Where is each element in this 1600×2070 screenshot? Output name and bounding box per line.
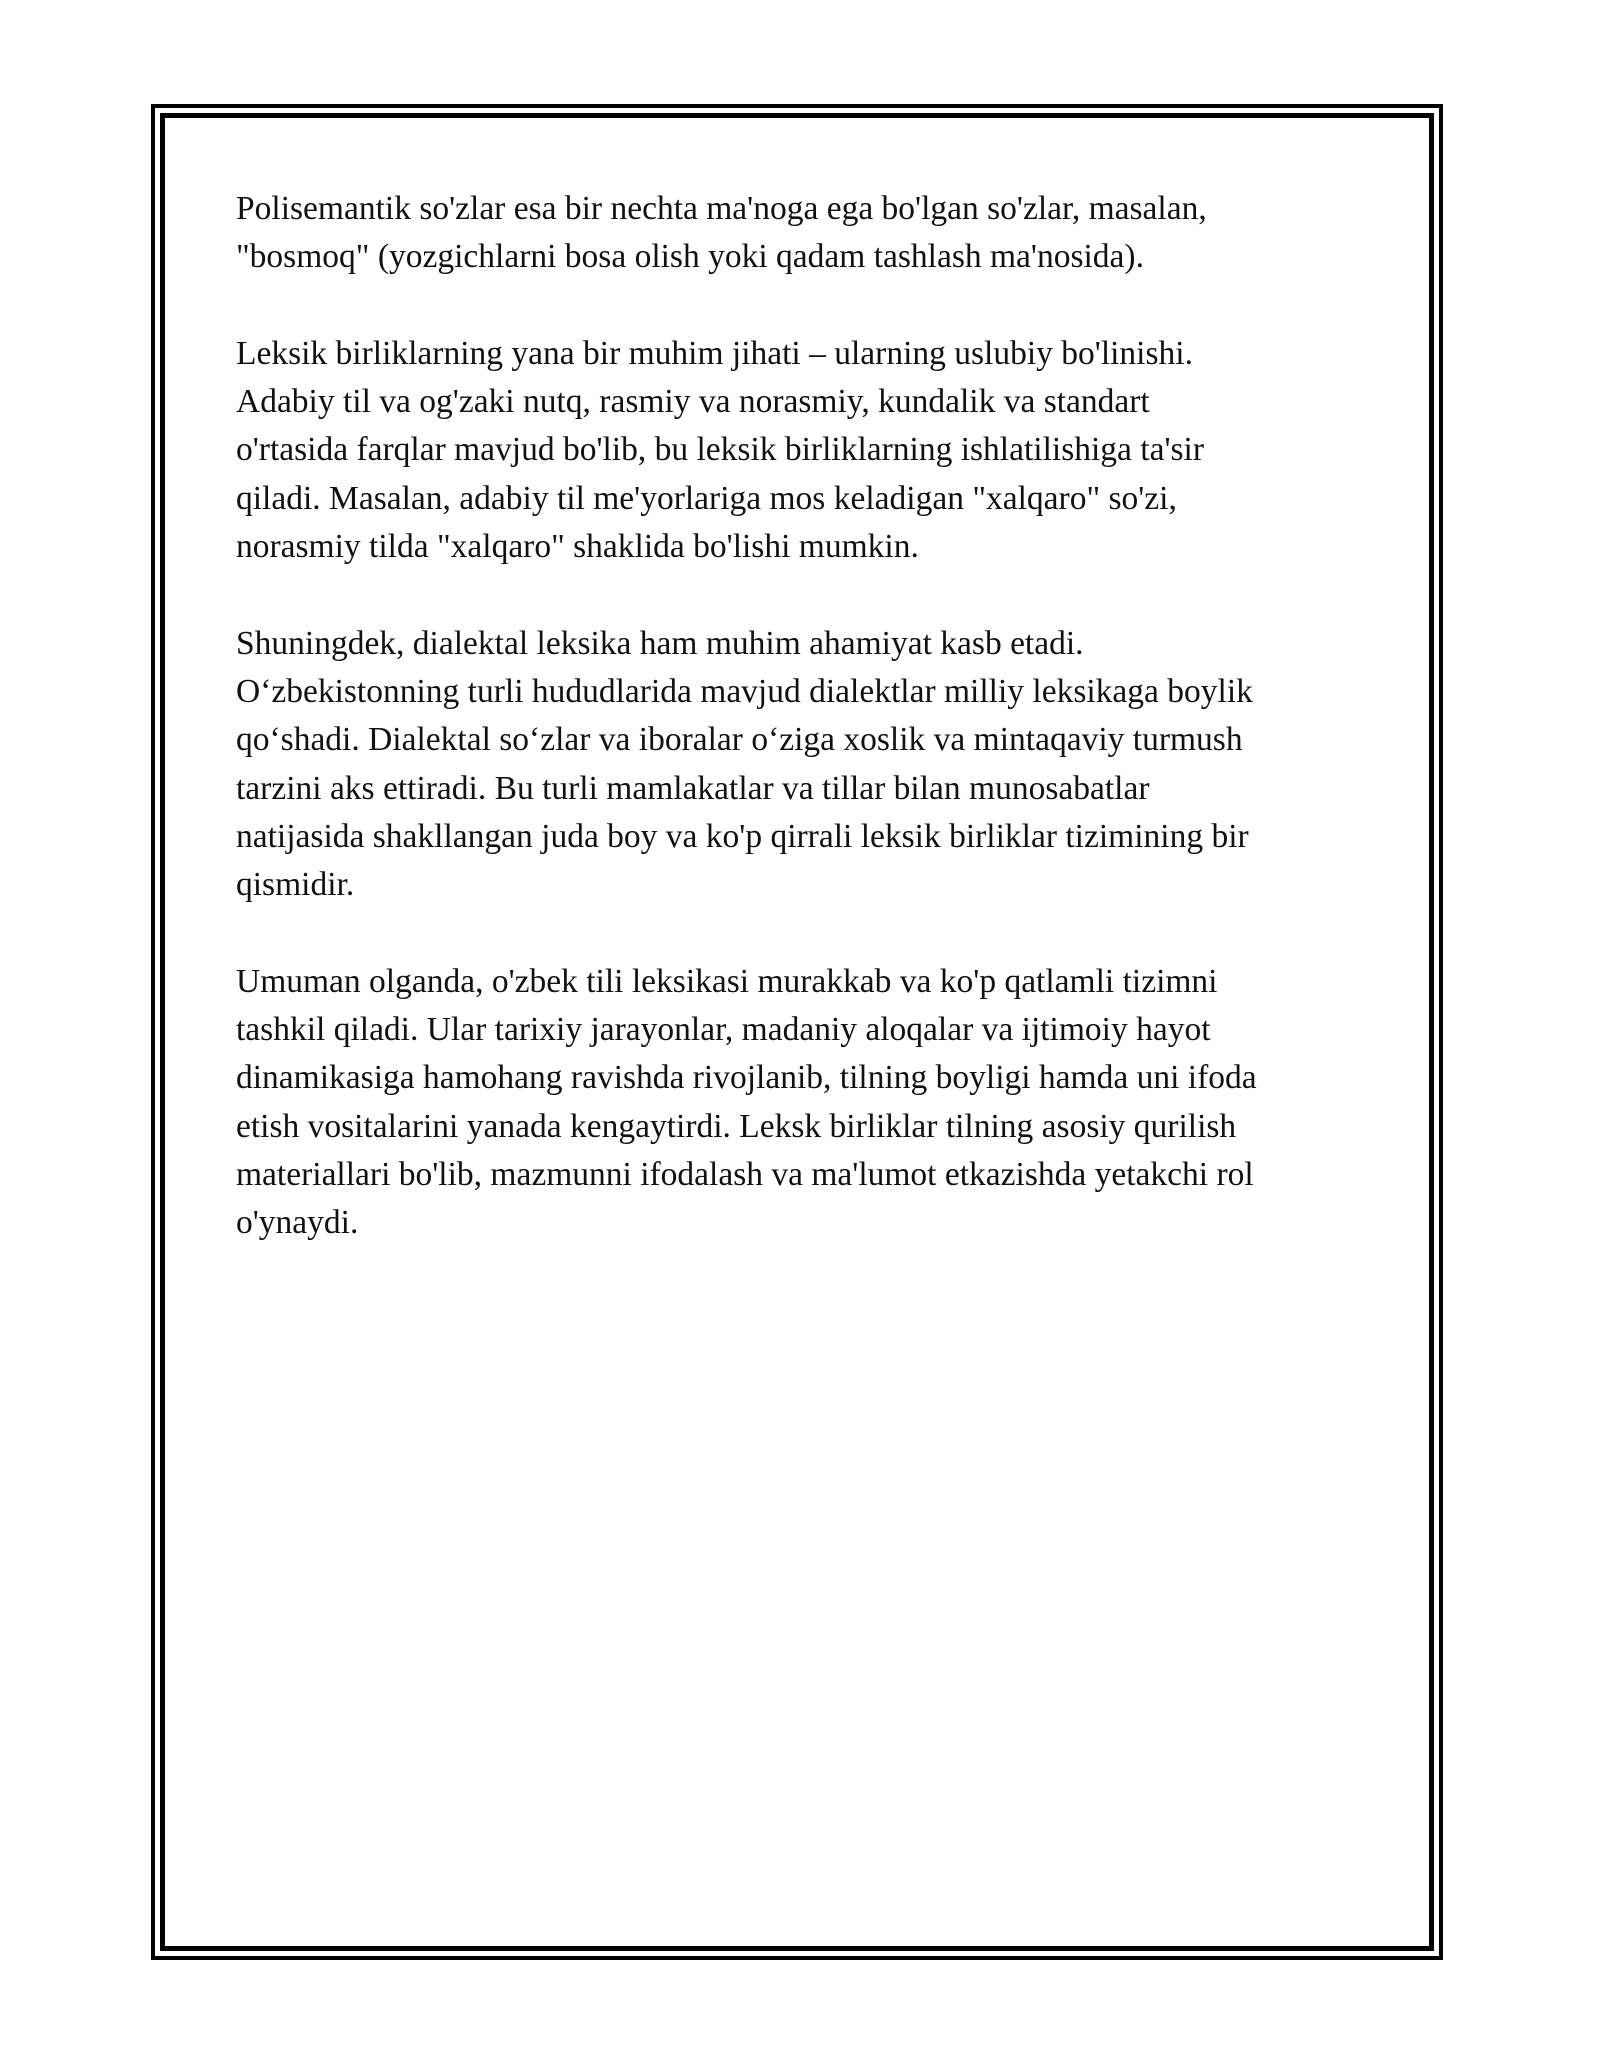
text-line: Leksik birliklarning yana bir muhim jihati – ularning uslubiy bo'linishi. — [236, 334, 1193, 372]
text-line: norasmiy tilda "xalqaro" shaklida bo'lishi mumkin. — [236, 528, 919, 566]
text-line: qiladi. Masalan, adabiy til me'yorlariga mos keladigan "xalqaro" so'zi, — [236, 479, 1177, 517]
text-line: dinamikasiga hamohang ravishda rivojlanib, tilning boyligi hamda uni ifoda — [236, 1059, 1257, 1097]
document-body — [236, 185, 1376, 1296]
text-line: Polisemantik so'zlar esa bir nechta ma'noga ega bo'lgan so'zlar, masalan, — [236, 190, 1207, 227]
text-line: tashkil qiladi. Ular tarixiy jarayonlar, madaniy aloqalar va ijtimoiy hayot — [236, 1011, 1211, 1049]
paragraph-stylistic-division — [236, 330, 1376, 571]
text-line: qo‘shadi. Dialektal so‘zlar va iboralar o‘ziga xoslik va mintaqaviy turmush — [236, 721, 1243, 759]
text-line: etish vositalarini yanada kengaytirdi. Leksk birliklar tilning asosiy qurilish — [236, 1107, 1237, 1145]
paragraph-conclusion — [236, 958, 1376, 1248]
text-line: natijasida shakllangan juda boy va ko'p qirrali leksik birliklar tizimining bir — [236, 817, 1249, 855]
text-line: o'rtasida farqlar mavjud bo'lib, bu leksik birliklarning ishlatilishiga ta'sir — [236, 431, 1205, 469]
paragraph-dialectal-lexicon — [236, 620, 1376, 910]
text-line: o'ynaydi. — [236, 1204, 359, 1242]
text-line: Adabiy til va og'zaki nutq, rasmiy va norasmiy, kundalik va standart — [236, 383, 1150, 421]
text-line: Umuman olganda, o'zbek tili leksikasi murakkab va ko'p qatlamli tizimni — [236, 962, 1218, 1000]
text-line: O‘zbekistonning turli hududlarida mavjud dialektlar milliy leksikaga boylik — [236, 672, 1253, 710]
paragraph-polysemantic — [236, 185, 1376, 282]
text-line: tarzini aks ettiradi. Bu turli mamlakatlar va tillar bilan munosabatlar — [236, 769, 1150, 807]
text-line: Shuningdek, dialektal leksika ham muhim ahamiyat kasb etadi. — [236, 624, 1084, 662]
text-line: materiallari bo'lib, mazmunni ifodalash va ma'lumot etkazishda yetakchi rol — [236, 1155, 1254, 1193]
text-line: qismidir. — [236, 866, 355, 904]
text-line: "bosmoq" (yozgichlarni bosa olish yoki qadam tashlash ma'nosida). — [236, 238, 1144, 276]
